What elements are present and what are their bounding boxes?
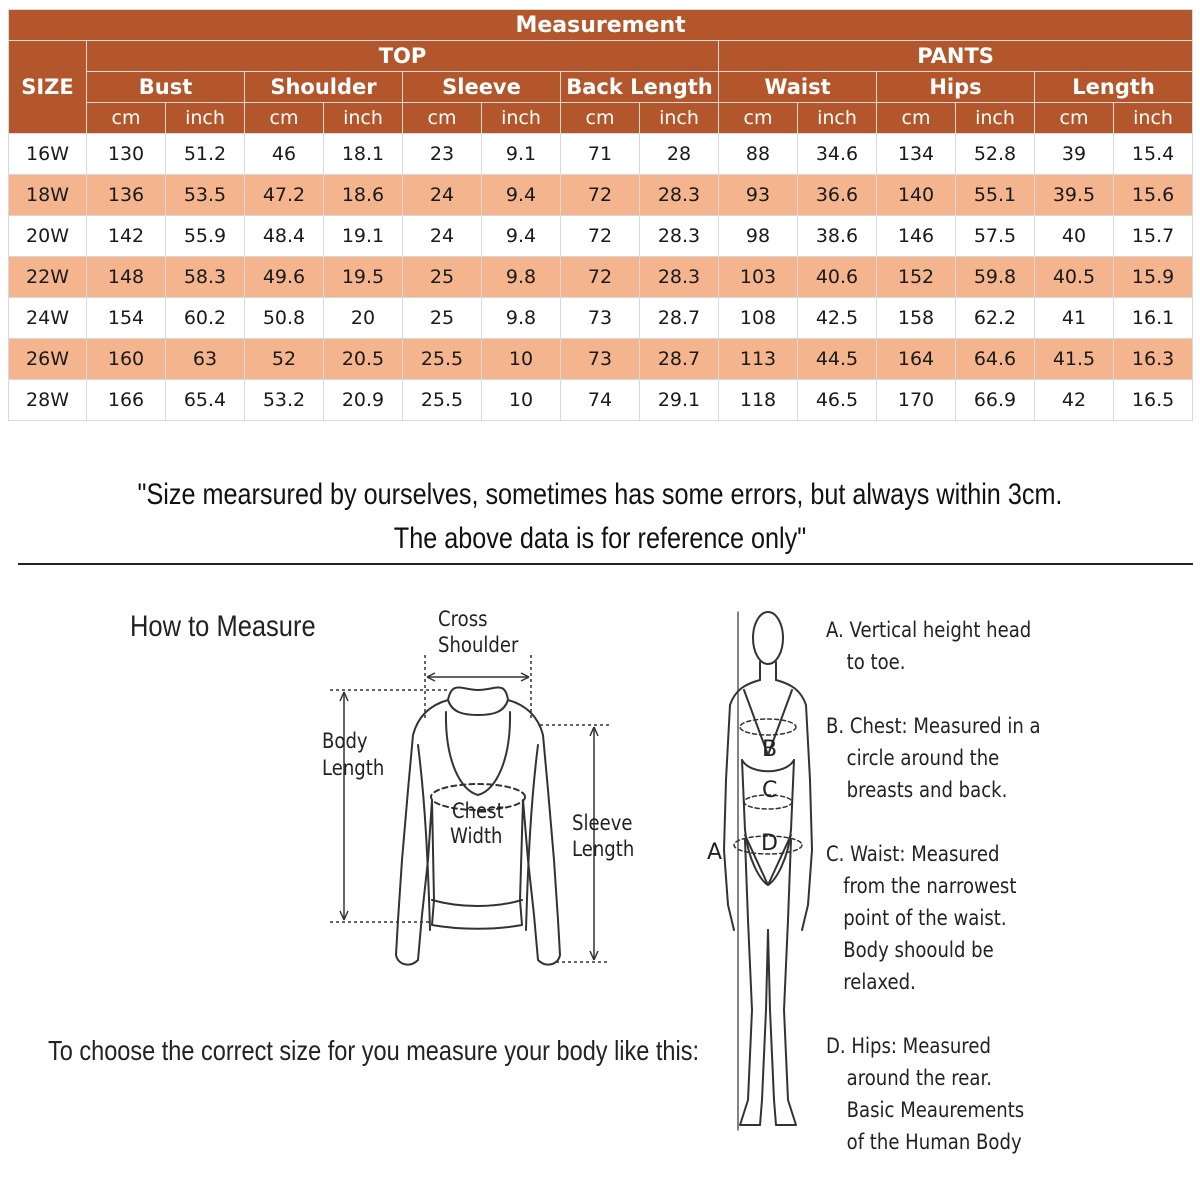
measurement-cell: 140 [877,175,956,216]
unit-header: cm [561,103,640,134]
unit-header: inch [956,103,1035,134]
measurement-cell: 15.9 [1114,257,1193,298]
measurement-cell: 103 [719,257,798,298]
measurement-cell: 36.6 [798,175,877,216]
measurement-cell: 28.3 [640,216,719,257]
measurement-cell: 38.6 [798,216,877,257]
measurement-cell: 40.6 [798,257,877,298]
measurement-cell: 20 [324,298,403,339]
measurement-cell: 28.3 [640,175,719,216]
description-c-line: C. Waist: Measured [826,842,1000,866]
measurement-cell: 134 [877,134,956,175]
measurement-cell: 46.5 [798,380,877,421]
description-d-line: around the rear. [846,1066,992,1090]
body-letter-d: D [761,831,778,856]
measure-header: Shoulder [245,72,403,103]
measurement-cell: 39 [1035,134,1114,175]
measurement-cell: 59.8 [956,257,1035,298]
measurement-cell: 40 [1035,216,1114,257]
measurement-cell: 65.4 [166,380,245,421]
group-header-pants: PANTS [719,41,1193,72]
measurement-cell: 15.7 [1114,216,1193,257]
unit-header: cm [403,103,482,134]
description-b-line: B. Chest: Measured in a [826,714,1041,738]
note-line-2: The above data is for reference only" [393,522,807,555]
measurement-cell: 166 [87,380,166,421]
measurement-cell: 57.5 [956,216,1035,257]
measurement-cell: 72 [561,175,640,216]
human-body-illustration [724,612,812,1130]
measurement-cell: 148 [87,257,166,298]
measurement-cell: 18.6 [324,175,403,216]
measurement-cell: 9.8 [482,257,561,298]
measurement-cell: 55.9 [166,216,245,257]
measurement-cell: 154 [87,298,166,339]
measurement-cell: 66.9 [956,380,1035,421]
measure-header: Sleeve [403,72,561,103]
measurement-cell: 10 [482,339,561,380]
measurement-cell: 18.1 [324,134,403,175]
measurement-cell: 23 [403,134,482,175]
measurement-cell: 98 [719,216,798,257]
measurement-cell: 72 [561,216,640,257]
measurement-cell: 24 [403,216,482,257]
unit-header: inch [482,103,561,134]
size-cell: 28W [9,380,87,421]
size-cell: 16W [9,134,87,175]
measurement-cell: 170 [877,380,956,421]
note-line-1: "Size mearsured by ourselves, sometimes has some errors, but always within 3cm. [137,478,1063,511]
measurement-cell: 74 [561,380,640,421]
measure-header: Waist [719,72,877,103]
unit-header: cm [87,103,166,134]
measurement-cell: 15.4 [1114,134,1193,175]
measurement-cell: 51.2 [166,134,245,175]
measurement-cell: 50.8 [245,298,324,339]
unit-header: inch [166,103,245,134]
measurement-cell: 53.2 [245,380,324,421]
measurement-cell: 62.2 [956,298,1035,339]
description-b-line: circle around the [846,746,1000,770]
measurement-cell: 52.8 [956,134,1035,175]
measure-header: Hips [877,72,1035,103]
measurement-cell: 48.4 [245,216,324,257]
measurement-cell: 44.5 [798,339,877,380]
unit-header: inch [1114,103,1193,134]
measurement-cell: 25.5 [403,339,482,380]
measurement-cell: 25.5 [403,380,482,421]
body-letter-c: C [762,778,778,803]
measurement-cell: 71 [561,134,640,175]
measure-header: Bust [87,72,245,103]
measurement-cell: 19.1 [324,216,403,257]
measurement-cell: 136 [87,175,166,216]
size-cell: 20W [9,216,87,257]
measurement-cell: 16.3 [1114,339,1193,380]
label-sleeve: Sleeve [572,811,633,835]
measurement-cell: 25 [403,298,482,339]
measurement-cell: 152 [877,257,956,298]
measurement-cell: 146 [877,216,956,257]
measurement-cell: 41.5 [1035,339,1114,380]
measurement-cell: 34.6 [798,134,877,175]
measurement-cell: 73 [561,339,640,380]
measurement-cell: 24 [403,175,482,216]
measurement-cell: 20.5 [324,339,403,380]
unit-header: cm [1035,103,1114,134]
unit-header: cm [245,103,324,134]
label-sleeve-length: Length [572,837,635,861]
measurement-cell: 29.1 [640,380,719,421]
measurement-cell: 113 [719,339,798,380]
description-c-line: Body shoould be [843,938,994,962]
description-c-line: from the narrowest [843,874,1017,898]
measurement-cell: 108 [719,298,798,339]
size-cell: 26W [9,339,87,380]
size-header: SIZE [9,41,87,134]
measurement-cell: 9.4 [482,216,561,257]
measurement-cell: 9.1 [482,134,561,175]
unit-header: cm [877,103,956,134]
description-c-line: point of the waist. [843,906,1007,930]
description-d-line: of the Human Body [846,1130,1022,1154]
label-cross: Cross [438,607,488,631]
measurement-cell: 52 [245,339,324,380]
unit-header: inch [324,103,403,134]
measurement-cell: 16.1 [1114,298,1193,339]
measurement-cell: 28.3 [640,257,719,298]
measurement-cell: 164 [877,339,956,380]
measurement-cell: 25 [403,257,482,298]
measure-header: Back Length [561,72,719,103]
measurement-cell: 39.5 [1035,175,1114,216]
label-chest: Chest [452,799,504,823]
size-cell: 22W [9,257,87,298]
measurement-cell: 41 [1035,298,1114,339]
measurement-cell: 49.6 [245,257,324,298]
unit-header: inch [798,103,877,134]
label-body-length: Length [322,756,385,780]
description-d [826,1030,1024,1158]
measurement-cell: 15.6 [1114,175,1193,216]
instruction-text: To choose the correct size for you measure your body like this: [48,1035,700,1066]
unit-header: cm [719,103,798,134]
measurement-cell: 53.5 [166,175,245,216]
description-b [826,710,1041,806]
label-body: Body [322,729,368,753]
measurement-cell: 58.3 [166,257,245,298]
measurement-cell: 88 [719,134,798,175]
measurement-cell: 64.6 [956,339,1035,380]
measurement-cell: 55.1 [956,175,1035,216]
description-b-line: breasts and back. [846,778,1008,802]
description-d-line: D. Hips: Measured [826,1034,991,1058]
description-a-line: A. Vertical height head [826,618,1032,642]
measure-header: Length [1035,72,1193,103]
measurement-cell: 47.2 [245,175,324,216]
measurement-cell: 10 [482,380,561,421]
measurement-cell: 42 [1035,380,1114,421]
measurement-cell: 40.5 [1035,257,1114,298]
measurement-cell: 46 [245,134,324,175]
description-c-line: relaxed. [843,970,916,994]
unit-header: inch [640,103,719,134]
description-a-line: to toe. [846,650,906,674]
how-to-measure-title: How to Measure [130,610,316,643]
measurement-cell: 73 [561,298,640,339]
measurement-cell: 9.4 [482,175,561,216]
description-c [826,838,1016,998]
description-a [826,614,1031,678]
size-cell: 18W [9,175,87,216]
table-title: Measurement [9,10,1193,41]
measurement-cell: 160 [87,339,166,380]
group-header-top: TOP [87,41,719,72]
measurement-cell: 63 [166,339,245,380]
measurement-cell: 19.5 [324,257,403,298]
measurement-cell: 142 [87,216,166,257]
measurement-cell: 20.9 [324,380,403,421]
body-letter-b: B [762,737,778,762]
size-cell: 24W [9,298,87,339]
measurement-cell: 9.8 [482,298,561,339]
measurement-cell: 118 [719,380,798,421]
measurement-cell: 130 [87,134,166,175]
body-letter-a: A [707,840,723,865]
measurement-cell: 42.5 [798,298,877,339]
description-d-line: Basic Meaurements [846,1098,1025,1122]
measurement-cell: 16.5 [1114,380,1193,421]
measurement-cell: 60.2 [166,298,245,339]
measurement-cell: 158 [877,298,956,339]
label-width: Width [450,824,503,848]
measurement-cell: 28 [640,134,719,175]
measurement-cell: 28.7 [640,339,719,380]
measurement-cell: 28.7 [640,298,719,339]
label-shoulder: Shoulder [438,633,519,657]
measurement-cell: 93 [719,175,798,216]
measurement-cell: 72 [561,257,640,298]
